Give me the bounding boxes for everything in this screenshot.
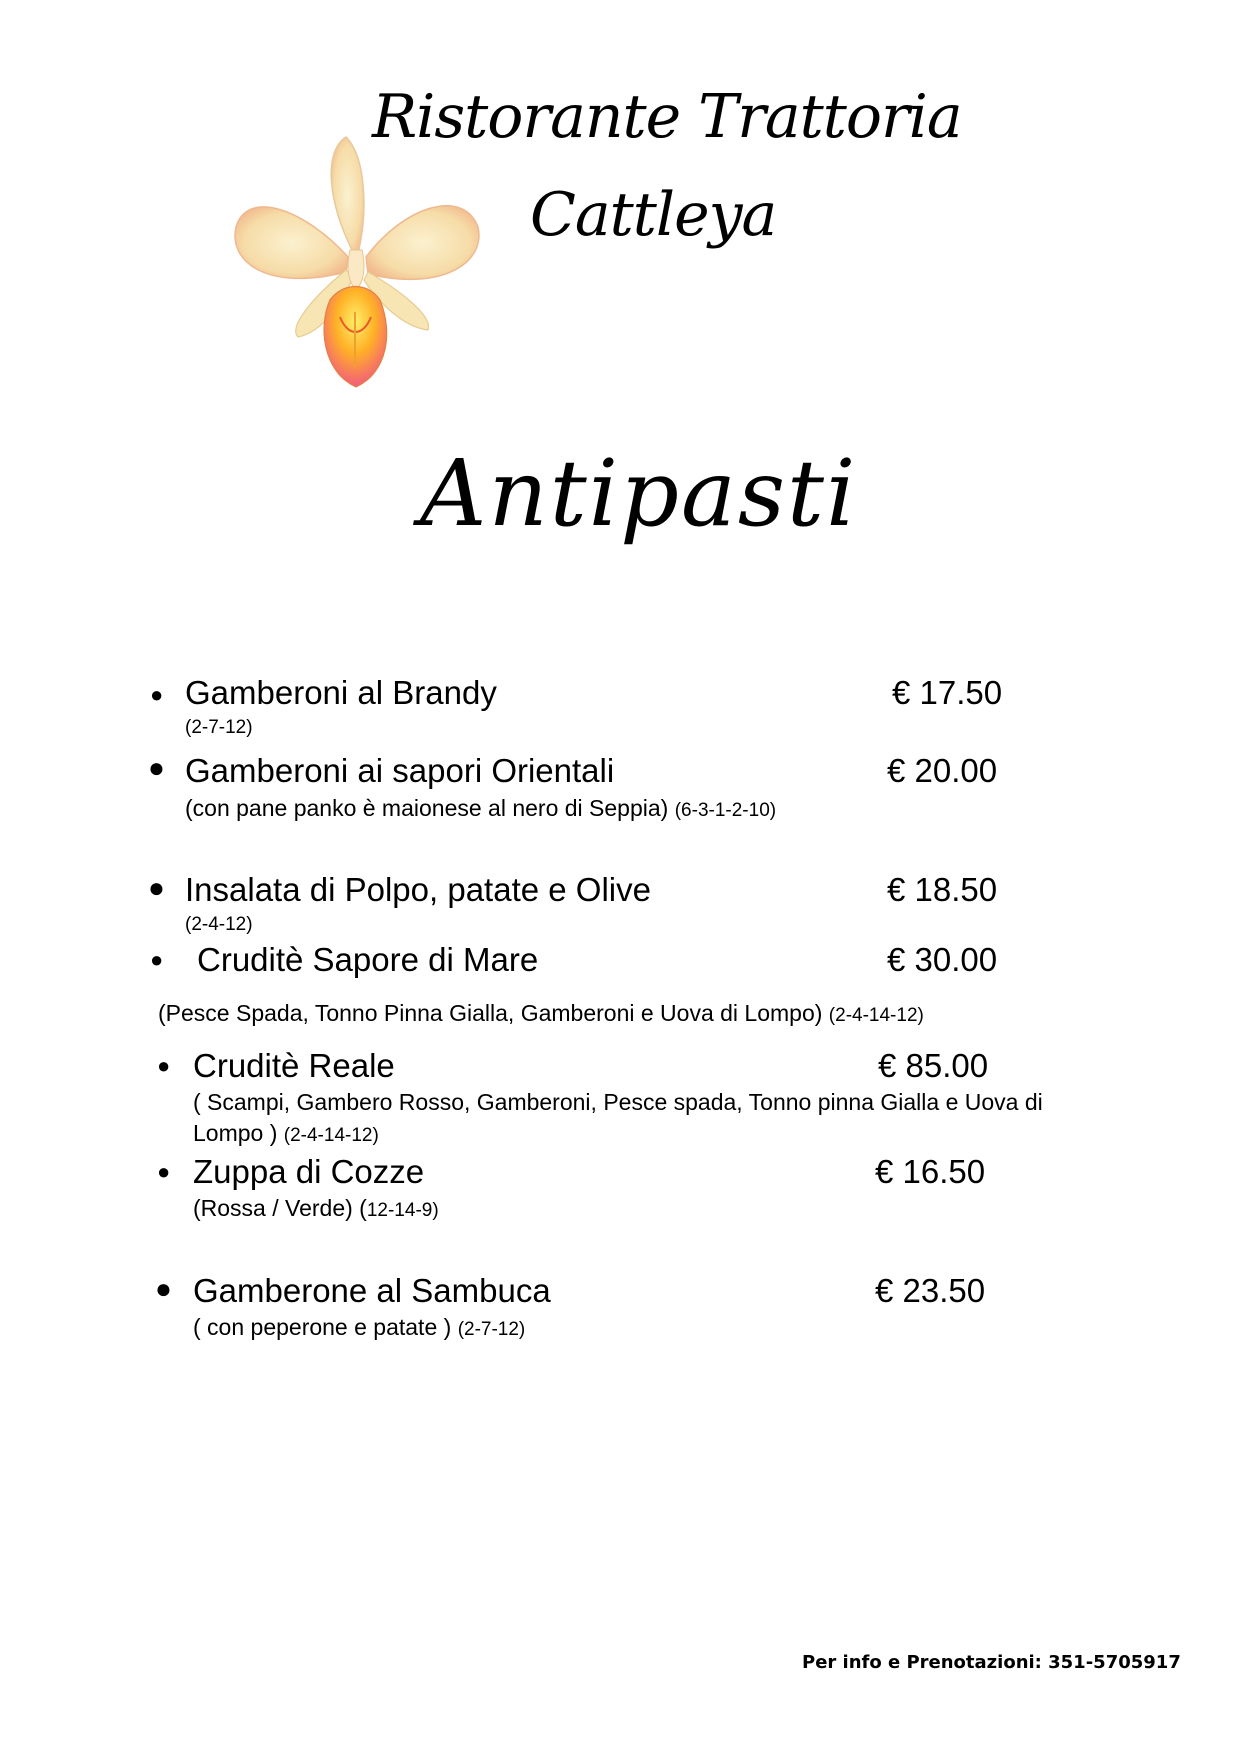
footer-contact: Per info e Prenotazioni: 351-5705917 (802, 1652, 1181, 1673)
item-description: (Pesce Spada, Tonno Pinna Gialla, Gamberoni e Uova di Lompo) (2-4-14-12) (158, 1000, 924, 1026)
item-price: € 23.50 (875, 1272, 986, 1309)
item-price: € 17.50 (892, 674, 1003, 711)
section-title: Antipasti (420, 440, 858, 547)
item-allergen-codes: (2-7-12) (185, 717, 253, 738)
item-description: (Rossa / Verde) (12-14-9) (193, 1195, 439, 1221)
bullet-icon: ● (150, 682, 164, 707)
item-name: Cruditè Sapore di Mare (197, 941, 539, 978)
item-name: Cruditè Reale (193, 1047, 395, 1084)
item-allergen-codes: (2-4-12) (185, 914, 253, 935)
bullet-icon: ● (148, 872, 165, 903)
restaurant-title-line1: Ristorante Trattoria (372, 82, 962, 152)
item-description-cont: Lompo ) (2-4-14-12) (193, 1120, 379, 1146)
restaurant-title-line2: Cattleya (530, 180, 777, 250)
item-description: (con pane panko è maionese al nero di Seppia) (6-3-1-2-10) (185, 795, 777, 821)
bullet-icon: ● (157, 1053, 171, 1078)
bullet-icon: ● (155, 1273, 172, 1304)
item-name: Gamberoni al Brandy (185, 674, 497, 711)
item-description: ( con peperone e patate ) (2-7-12) (193, 1314, 526, 1340)
bullet-icon: ● (148, 752, 165, 783)
item-name: Gamberone al Sambuca (193, 1272, 551, 1309)
item-name: Insalata di Polpo, patate e Olive (185, 871, 651, 908)
item-name: Zuppa di Cozze (193, 1153, 425, 1190)
item-price: € 20.00 (887, 752, 998, 789)
bullet-icon: ● (150, 947, 164, 972)
orchid-logo-icon (228, 132, 488, 402)
item-price: € 16.50 (875, 1153, 986, 1190)
item-price: € 18.50 (887, 871, 998, 908)
item-price: € 30.00 (887, 941, 998, 978)
item-description: ( Scampi, Gambero Rosso, Gamberoni, Pesce spada, Tonno pinna Gialla e Uova di (193, 1089, 1043, 1115)
item-price: € 85.00 (878, 1047, 989, 1084)
bullet-icon: ● (157, 1159, 171, 1184)
item-name: Gamberoni ai sapori Orientali (185, 752, 615, 789)
